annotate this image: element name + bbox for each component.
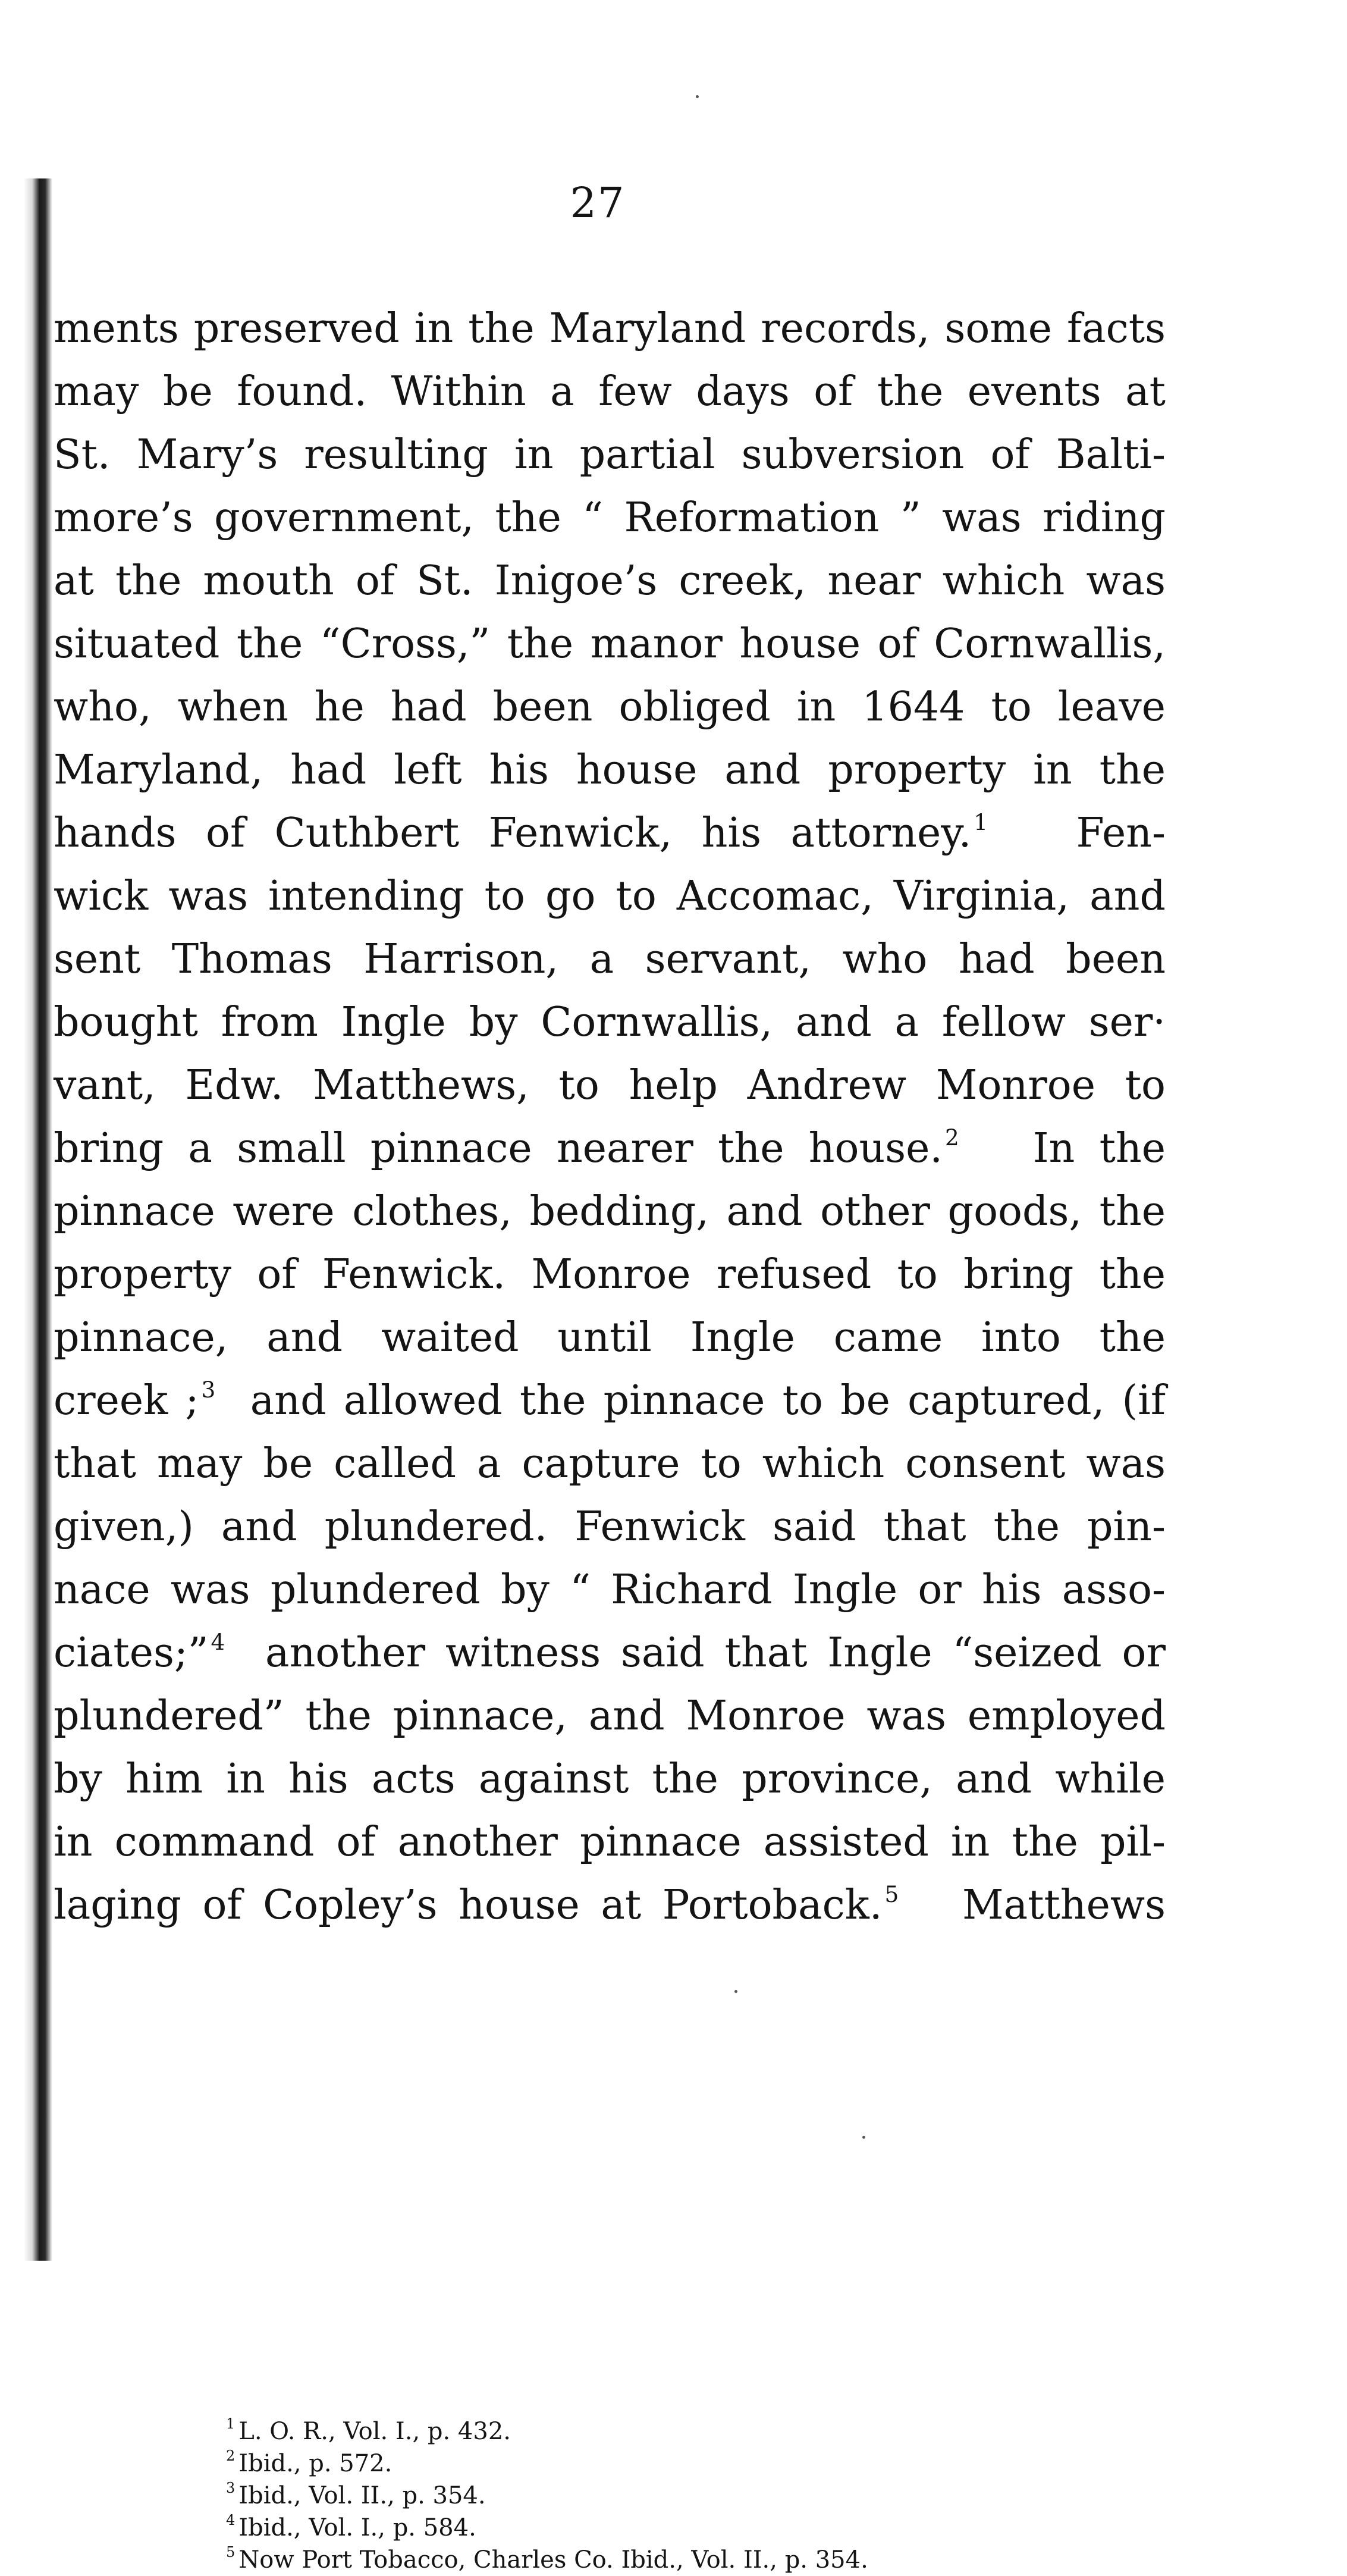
text-line <box>54 1117 1166 1180</box>
text-line: by him in his acts against the province, and while <box>54 1756 1166 1803</box>
adjacent-page-bleed <box>0 333 23 964</box>
text-line: ments preserved in the Maryland records, some facts <box>54 305 1166 352</box>
text-line: plundered” the pinnace, and Monroe was employed <box>54 1693 1166 1740</box>
text-line: in command of another pinnace assisted in the pil- <box>54 1819 1166 1866</box>
footnote-text: Ibid., Vol. I., p. 584. <box>238 2514 476 2541</box>
text-segment: bring a small pinnace nearer the house. <box>54 1125 943 1172</box>
text-line: sent Thomas Harrison, a servant, who had been <box>54 936 1166 983</box>
text-line: St. Mary’s resulting in partial subversion of Balti- <box>54 431 1166 478</box>
text-line <box>54 802 1166 865</box>
text-line: Maryland, had left his house and property in the <box>54 747 1166 794</box>
page-number: 27 <box>570 178 626 227</box>
text-line: more’s government, the “ Reformation ” was riding <box>54 494 1166 541</box>
text-line: pinnace were clothes, bedding, and other goods, the <box>54 1188 1166 1235</box>
paper-speck <box>862 2136 865 2139</box>
text-segment: ciates;” <box>54 1629 209 1676</box>
footnote-text: L. O. R., Vol. I., p. 432. <box>238 2418 511 2445</box>
footnote-ref: 1 <box>974 808 988 835</box>
text-line: situated the “Cross,” the manor house of Cornwallis, <box>54 621 1166 667</box>
footnote <box>226 2480 868 2512</box>
footnote-mark: 1 <box>226 2415 236 2432</box>
text-segment: In the <box>1032 1125 1166 1172</box>
text-line: that may be called a capture to which consent was <box>54 1440 1166 1487</box>
footnote-mark: 5 <box>226 2544 236 2561</box>
footnote-mark: 3 <box>226 2480 236 2496</box>
text-segment: hands of Cuthbert Fenwick, his attorney. <box>54 810 972 857</box>
footnote <box>226 2512 868 2544</box>
footnote-text: Ibid., p. 572. <box>238 2450 393 2477</box>
text-line: at the mouth of St. Inigoe’s creek, near which was <box>54 557 1166 604</box>
text-segment: another witness said that Ingle “seized or <box>265 1629 1166 1676</box>
footnotes <box>226 2415 868 2576</box>
footnote <box>226 2544 868 2576</box>
text-line: may be found. Within a few days of the events at <box>54 368 1166 415</box>
paper-speck <box>734 1990 737 1993</box>
text-segment: Fen- <box>1076 810 1166 857</box>
page-gutter-shadow <box>24 178 52 2261</box>
text-segment: Matthews <box>962 1882 1166 1929</box>
text-line: given,) and plundered. Fenwick said that the pin- <box>54 1503 1166 1550</box>
text-line: vant, Edw. Matthews, to help Andrew Monroe to <box>54 1062 1166 1109</box>
footnote-mark: 4 <box>226 2512 236 2528</box>
footnote-ref: 2 <box>945 1124 959 1151</box>
text-segment: laging of Copley’s house at Portoback. <box>54 1882 883 1929</box>
text-line <box>54 1874 1166 1937</box>
text-segment: creek ; <box>54 1377 199 1424</box>
footnote <box>226 2415 868 2447</box>
text-line: pinnace, and waited until Ingle came into the <box>54 1314 1166 1361</box>
footnote-ref: 3 <box>201 1376 216 1403</box>
text-line: property of Fenwick. Monroe refused to bring the <box>54 1251 1166 1298</box>
text-line <box>54 1622 1166 1685</box>
text-segment: and allowed the pinnace to be captured, (if <box>250 1377 1166 1424</box>
text-line: bought from Ingle by Cornwallis, and a fellow ser· <box>54 999 1166 1046</box>
body-text <box>54 297 1166 1937</box>
footnote-text: Now Port Tobacco, Charles Co. Ibid., Vol. II., p. 354. <box>238 2546 868 2574</box>
text-line: nace was plundered by “ Richard Ingle or his asso- <box>54 1566 1166 1613</box>
footnote-mark: 2 <box>226 2447 236 2464</box>
text-line <box>54 1370 1166 1433</box>
text-line: who, when he had been obliged in 1644 to leave <box>54 684 1166 731</box>
footnote-ref: 5 <box>884 1881 899 1907</box>
paper-speck <box>696 95 699 98</box>
footnote-text: Ibid., Vol. II., p. 354. <box>238 2482 486 2509</box>
footnote <box>226 2447 868 2480</box>
text-line: wick was intending to go to Accomac, Virginia, and <box>54 873 1166 920</box>
footnote-ref: 4 <box>211 1628 225 1655</box>
